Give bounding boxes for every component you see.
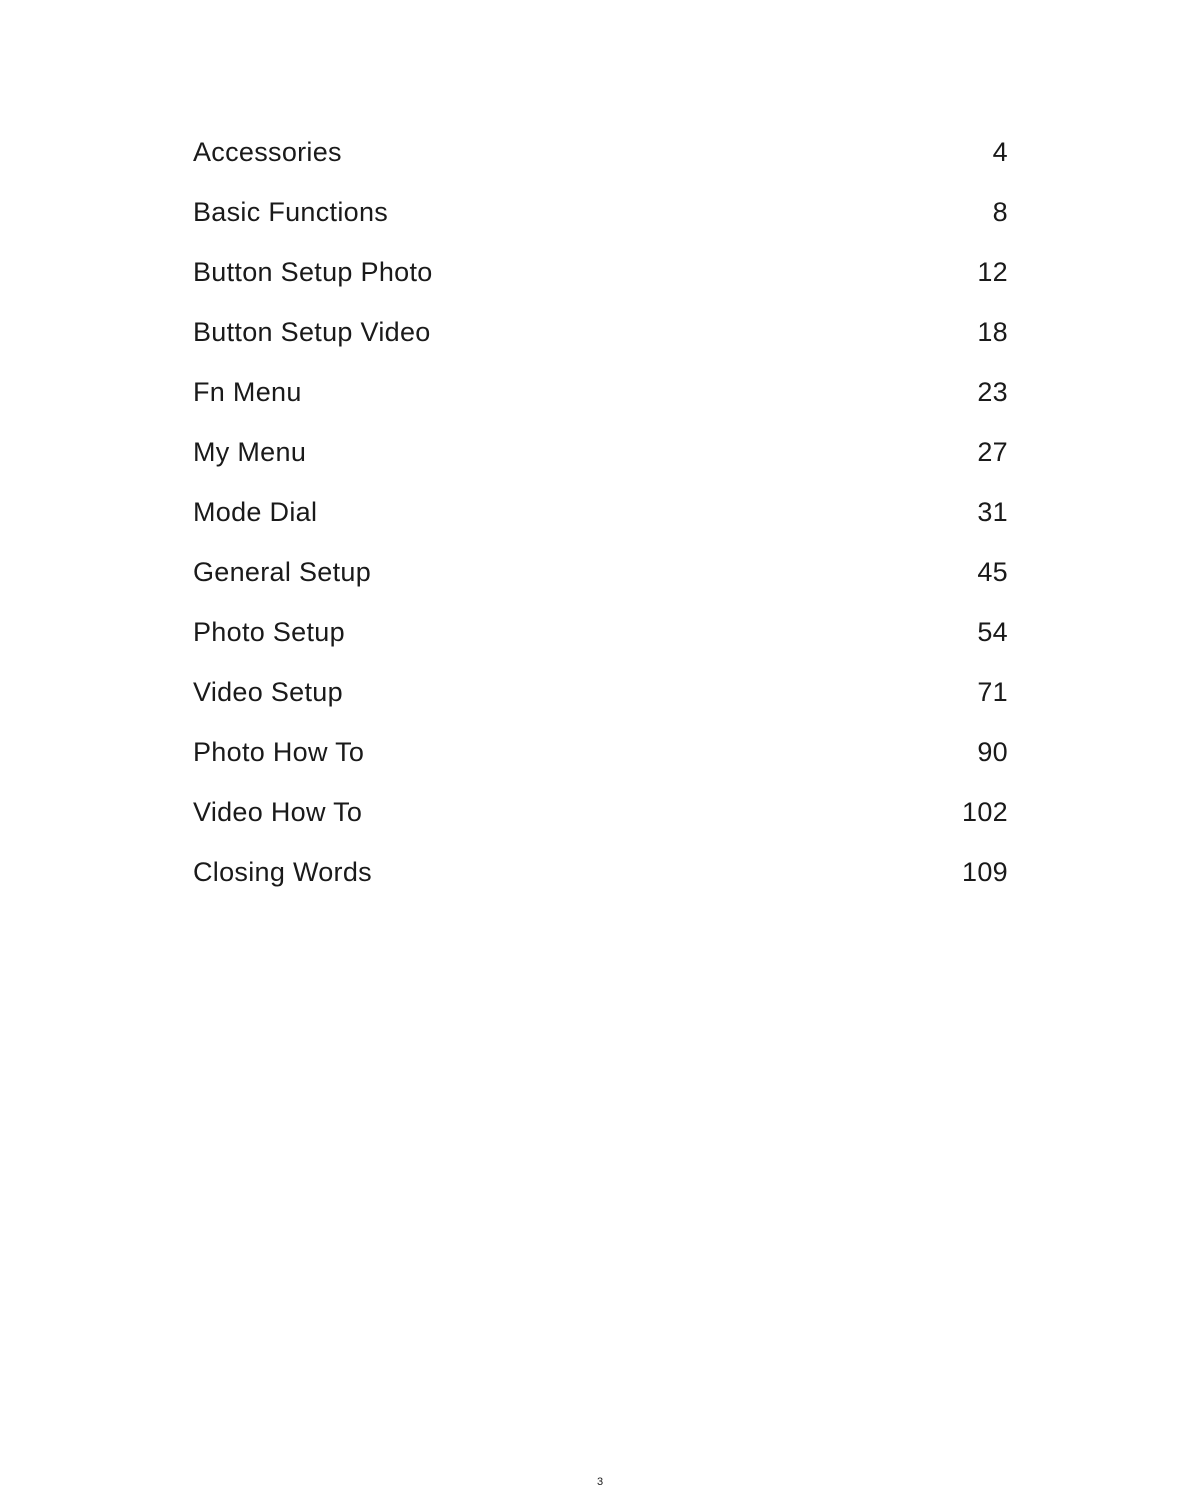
toc-entry-title: Accessories (193, 136, 342, 167)
page-number: 3 (596, 1476, 604, 1488)
toc-entry-general-setup[interactable] (193, 542, 1008, 602)
toc-entry-accessories[interactable] (193, 122, 1008, 182)
toc-entry-fn-menu[interactable] (193, 362, 1008, 422)
toc-entry-my-menu[interactable] (193, 422, 1008, 482)
toc-entry-page: 4 (992, 136, 1008, 167)
toc-entry-button-setup-photo[interactable] (193, 242, 1008, 302)
toc-entry-title: Photo Setup (193, 616, 345, 647)
toc-entry-page: 31 (977, 496, 1008, 527)
toc-entry-mode-dial[interactable] (193, 482, 1008, 542)
table-of-contents (193, 122, 1008, 902)
toc-entry-button-setup-video[interactable] (193, 302, 1008, 362)
toc-entry-basic-functions[interactable] (193, 182, 1008, 242)
toc-entry-title: Video How To (193, 796, 363, 827)
toc-entry-title: Button Setup Photo (193, 256, 433, 287)
toc-entry-title: My Menu (193, 436, 307, 467)
toc-entry-page: 71 (977, 676, 1008, 707)
toc-entry-page: 27 (977, 436, 1008, 467)
toc-entry-title: Basic Functions (193, 196, 389, 227)
toc-entry-title: Button Setup Video (193, 316, 431, 347)
toc-entry-page: 45 (977, 556, 1008, 587)
toc-entry-page: 12 (977, 256, 1008, 287)
toc-entry-page: 90 (977, 736, 1008, 767)
toc-entry-title: Mode Dial (193, 496, 318, 527)
toc-entry-closing-words[interactable] (193, 842, 1008, 902)
toc-entry-page: 54 (977, 616, 1008, 647)
toc-entry-video-how-to[interactable] (193, 782, 1008, 842)
toc-entry-page: 8 (992, 196, 1008, 227)
toc-entry-title: Closing Words (193, 856, 372, 887)
toc-entry-page: 18 (977, 316, 1008, 347)
toc-entry-title: Video Setup (193, 676, 343, 707)
toc-entry-title: Photo How To (193, 736, 365, 767)
toc-entry-video-setup[interactable] (193, 662, 1008, 722)
toc-entry-photo-setup[interactable] (193, 602, 1008, 662)
toc-entry-title: Fn Menu (193, 376, 302, 407)
toc-entry-title: General Setup (193, 556, 372, 587)
toc-entry-page: 109 (962, 856, 1008, 887)
toc-entry-photo-how-to[interactable] (193, 722, 1008, 782)
toc-entry-page: 23 (977, 376, 1008, 407)
toc-entry-page: 102 (962, 796, 1008, 827)
